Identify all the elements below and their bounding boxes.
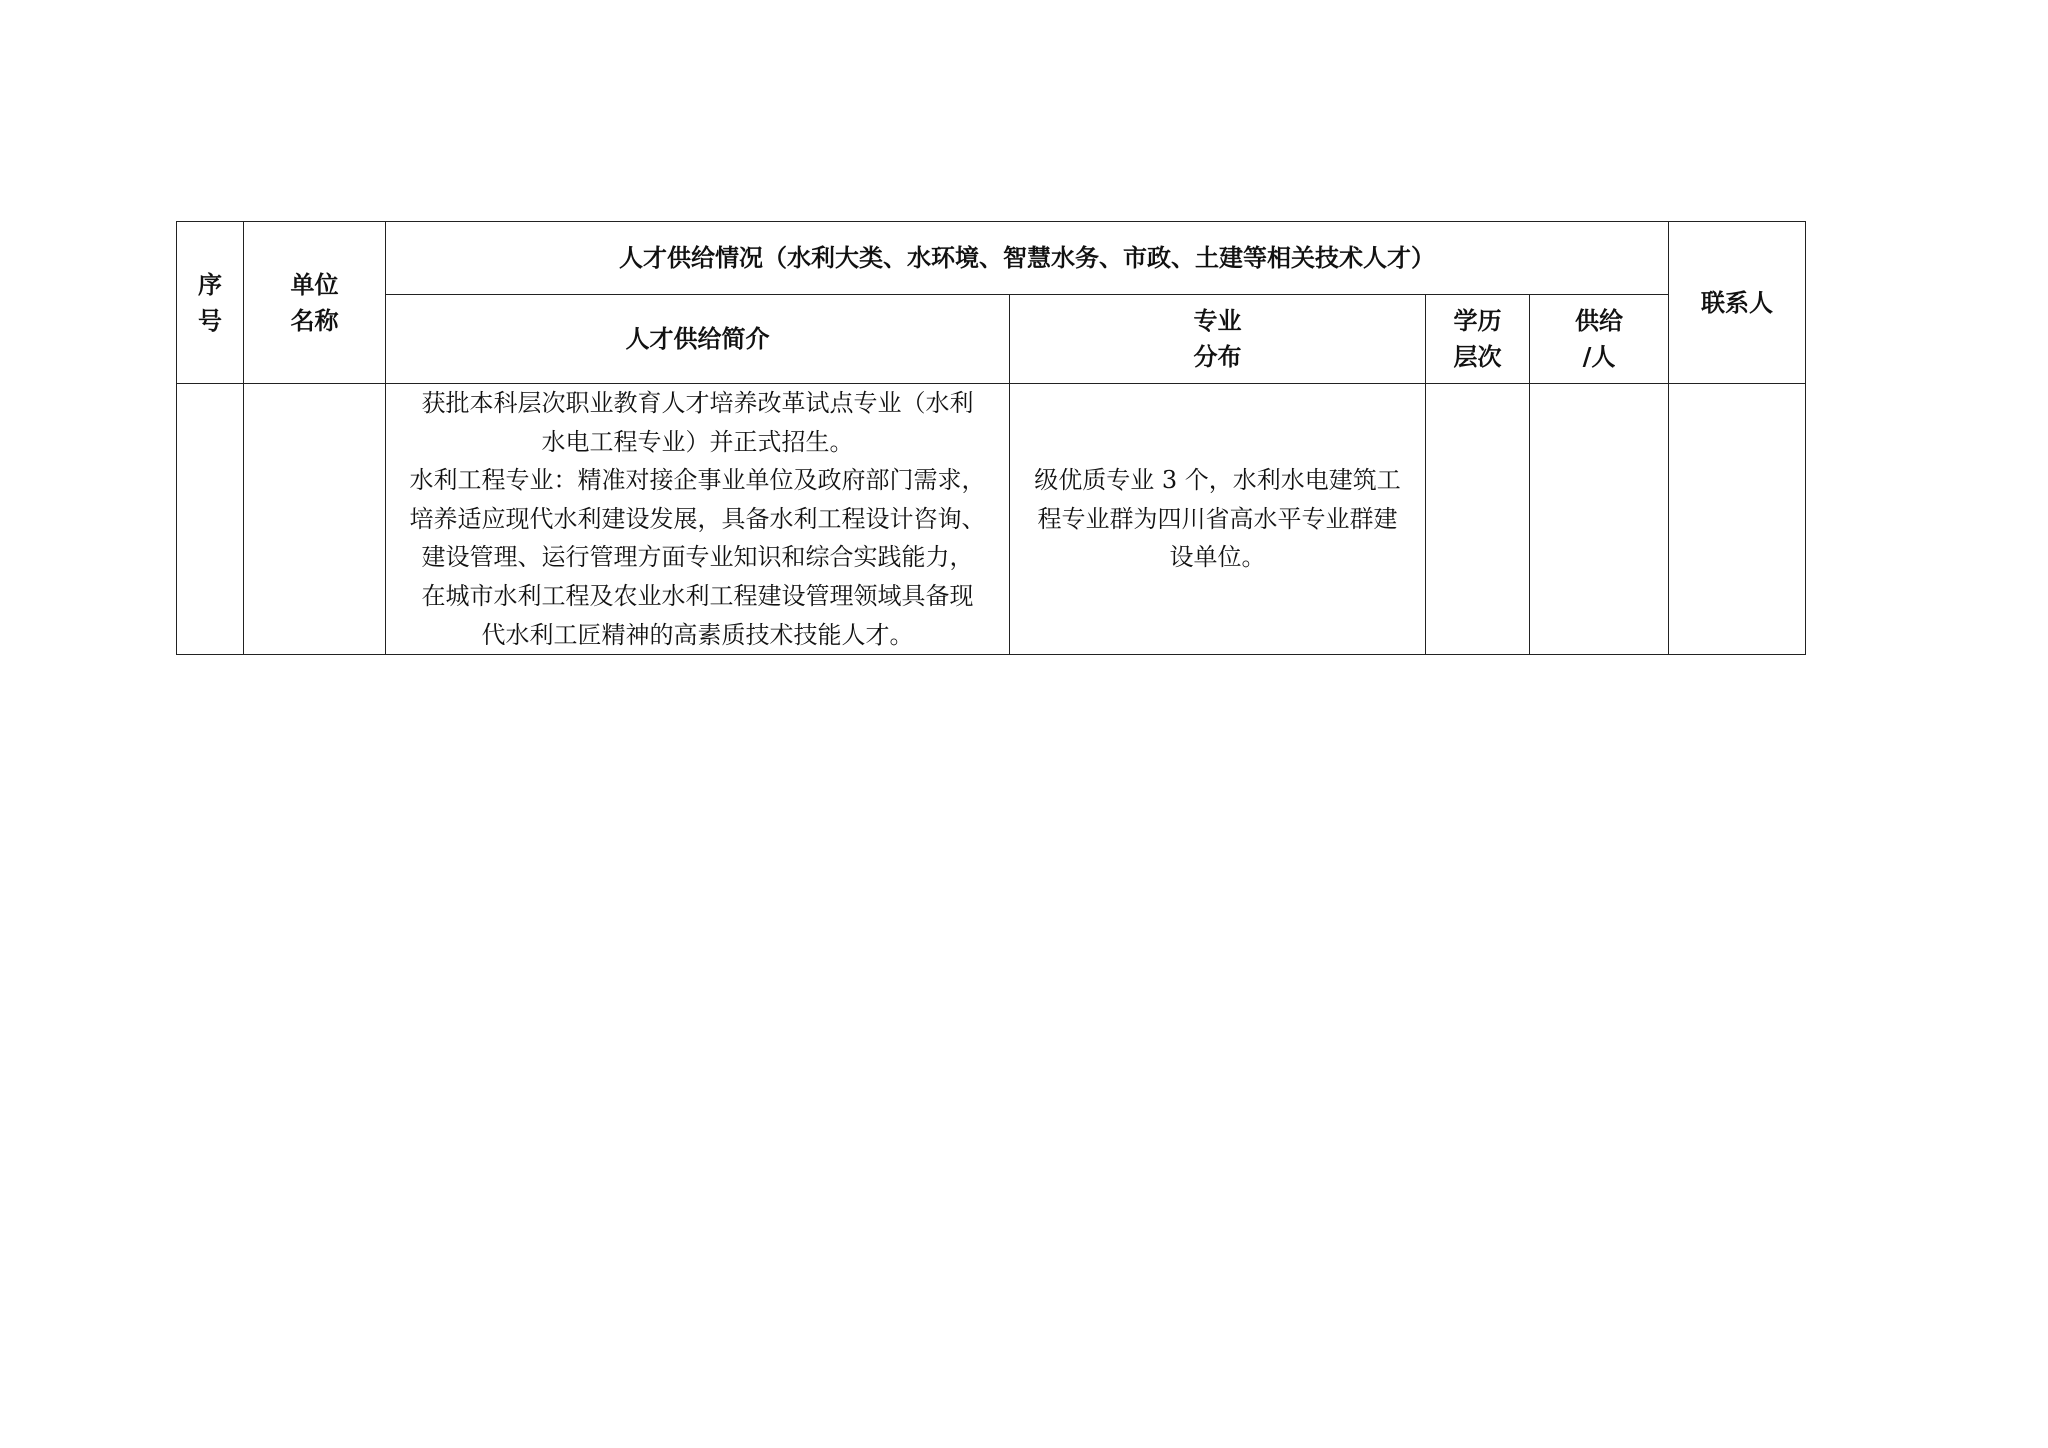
- header-row-top: [177, 222, 1806, 295]
- intro-line: 水电工程专业）并正式招生。: [541, 427, 854, 456]
- header-supply-group: 人才供给情况（水利大类、水环境、智慧水务、市政、土建等相关技术人才）: [386, 222, 1669, 295]
- table-row: [177, 384, 1806, 655]
- intro-line: 水利工程专业：精准对接企事业单位及政府部门需求，: [409, 466, 986, 495]
- header-count: 供给 /人: [1530, 295, 1669, 384]
- talent-supply-table: [176, 221, 1806, 655]
- header-intro: 人才供给简介: [386, 295, 1010, 384]
- major-line: 设单位。: [1169, 543, 1266, 572]
- cell-count: [1530, 384, 1669, 655]
- cell-contact: [1669, 384, 1806, 655]
- cell-intro: [386, 384, 1010, 655]
- intro-line: 获批本科层次职业教育人才培养改革试点专业（水利: [421, 389, 974, 417]
- cell-unit-name: [244, 384, 386, 655]
- major-line: 程专业群为四川省高水平专业群建: [1037, 504, 1398, 533]
- header-education: 学历 层次: [1426, 295, 1530, 384]
- header-major: 专业 分布: [1010, 295, 1426, 384]
- header-contact: 联系人: [1669, 222, 1806, 384]
- cell-seq: [177, 384, 244, 655]
- cell-major: [1010, 384, 1426, 655]
- header-unit-name: 单位 名称: [244, 222, 386, 384]
- intro-line: 代水利工匠精神的高素质技术技能人才。: [481, 620, 914, 649]
- intro-line: 建设管理、运行管理方面专业知识和综合实践能力，: [421, 543, 974, 572]
- major-line: 级优质专业 3 个，水利水电建筑工: [1034, 466, 1401, 495]
- header-row-sub: [177, 295, 1806, 384]
- intro-line: 培养适应现代水利建设发展，具备水利工程设计咨询、: [409, 504, 986, 533]
- header-seq: 序 号: [177, 222, 244, 384]
- cell-education: [1426, 384, 1530, 655]
- intro-line: 在城市水利工程及农业水利工程建设管理领域具备现: [421, 581, 974, 610]
